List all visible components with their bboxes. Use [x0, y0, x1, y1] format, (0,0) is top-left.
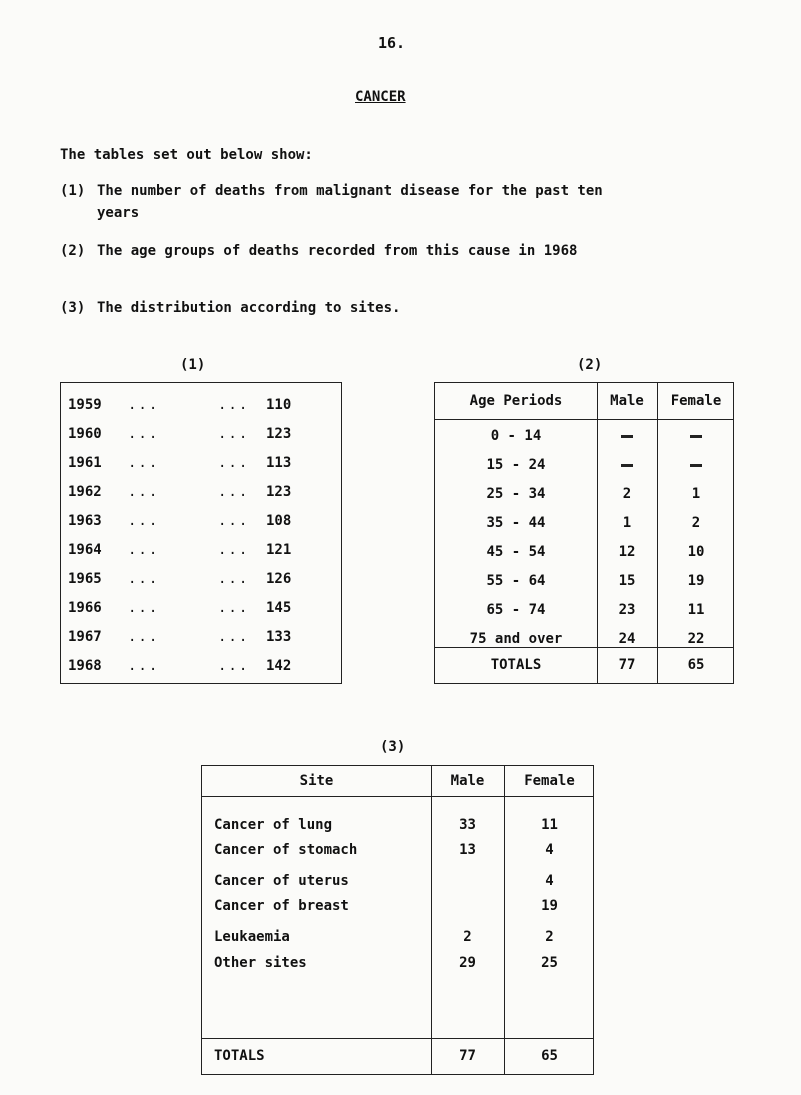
table1-row [68, 600, 328, 620]
table1-dots: ... [218, 600, 250, 616]
table1-dots: ... [128, 484, 160, 500]
table1-dots: ... [218, 658, 250, 674]
table1-dots: ... [218, 513, 250, 529]
table3-label: (3) [380, 739, 406, 755]
table3 [201, 765, 594, 1075]
table2-totals-label: TOTALS [490, 657, 542, 673]
table1-count: 110 [266, 397, 292, 413]
table1-dots: ... [128, 426, 160, 442]
table1-dots: ... [218, 571, 250, 587]
page-number: 16. [378, 34, 406, 52]
table2-female: 1 [691, 486, 701, 502]
table1-dots: ... [218, 455, 250, 471]
table1-count: 126 [266, 571, 292, 587]
table1-count: 123 [266, 484, 292, 500]
table2-age: 0 - 14 [490, 428, 542, 444]
table3-site: Cancer of uterus [214, 873, 349, 889]
table1-count: 113 [266, 455, 292, 471]
table2-age: 45 - 54 [486, 544, 546, 560]
table1-count: 145 [266, 600, 292, 616]
table2-female: 19 [687, 573, 705, 589]
table2-female: 10 [687, 544, 705, 560]
table2-header-age: Age Periods [469, 393, 563, 409]
table1-dots: ... [128, 542, 160, 558]
table2-age: 35 - 44 [486, 515, 546, 531]
item-number: (3) [60, 300, 86, 316]
table1-year: 1964 [68, 542, 102, 558]
table3-female: 11 [541, 817, 558, 833]
table2-age: 75 and over [469, 631, 563, 647]
table1-year: 1968 [68, 658, 102, 674]
dash-mark [621, 464, 633, 467]
table1-row [68, 513, 328, 533]
table1-dots: ... [128, 629, 160, 645]
table2-male: 23 [618, 602, 636, 618]
table3-totals-label: TOTALS [214, 1048, 265, 1064]
table1-count: 108 [266, 513, 292, 529]
item-text: The distribution according to sites. [97, 300, 401, 316]
table2-male [597, 428, 657, 444]
table3-female: 4 [545, 873, 554, 889]
item-text: The number of deaths from malignant disease for the past ten years [97, 183, 603, 221]
table3-female: 4 [545, 842, 554, 858]
table3-header-male: Male [450, 773, 485, 789]
table2-female: 22 [687, 631, 705, 647]
table3-site: Cancer of lung [214, 817, 333, 833]
table1-dots: ... [218, 629, 250, 645]
table2-header-female: Female [670, 393, 722, 409]
item-number: (1) [60, 183, 86, 199]
table1-row [68, 571, 328, 591]
table3-male: 29 [459, 955, 476, 971]
table3-female: 19 [541, 898, 558, 914]
table1-dots: ... [128, 455, 160, 471]
table1-row [68, 455, 328, 475]
table3-header-site: Site [299, 773, 334, 789]
table3-site: Cancer of stomach [214, 842, 358, 858]
dash-mark [690, 435, 702, 438]
table1-row [68, 629, 328, 649]
table3-site: Cancer of breast [214, 898, 349, 914]
intro-text: The tables set out below show: [60, 147, 313, 163]
table1-dots: ... [218, 542, 250, 558]
table1-year: 1960 [68, 426, 102, 442]
table2-male: 24 [618, 631, 636, 647]
table2-age: 55 - 64 [486, 573, 546, 589]
table2-female [657, 428, 735, 444]
table1-dots: ... [128, 571, 160, 587]
table3-site: Other sites [214, 955, 307, 971]
table1-year: 1962 [68, 484, 102, 500]
table1-dots: ... [128, 600, 160, 616]
table2-female: 2 [691, 515, 701, 531]
table1-row [68, 542, 328, 562]
table3-totals-male: 77 [459, 1048, 476, 1064]
table1-dots: ... [218, 397, 250, 413]
table2-male: 12 [618, 544, 636, 560]
table2-totals-male: 77 [618, 657, 636, 673]
table1-year: 1965 [68, 571, 102, 587]
table2-age: 65 - 74 [486, 602, 546, 618]
table3-female: 2 [545, 929, 554, 945]
table1-count: 133 [266, 629, 292, 645]
table2-male: 15 [618, 573, 636, 589]
table2-label: (2) [577, 357, 603, 373]
table2-male: 1 [622, 515, 632, 531]
table1-count: 121 [266, 542, 292, 558]
table2-age: 25 - 34 [486, 486, 546, 502]
table1-label: (1) [180, 357, 206, 373]
table2-male [597, 457, 657, 473]
table1-row [68, 658, 328, 678]
table3-site: Leukaemia [214, 929, 290, 945]
table1-row [68, 484, 328, 504]
table1-count: 123 [266, 426, 292, 442]
table2 [434, 382, 734, 684]
table1-dots: ... [128, 513, 160, 529]
table1-dots: ... [128, 397, 160, 413]
dash-mark [690, 464, 702, 467]
table1-row [68, 426, 328, 446]
table1-year: 1961 [68, 455, 102, 471]
table2-totals-female: 65 [687, 657, 705, 673]
dash-mark [621, 435, 633, 438]
table1-year: 1963 [68, 513, 102, 529]
table3-male: 33 [459, 817, 476, 833]
page-heading: CANCER [355, 89, 406, 105]
table2-male: 2 [622, 486, 632, 502]
table3-male: 2 [463, 929, 472, 945]
table1-year: 1966 [68, 600, 102, 616]
table2-female: 11 [687, 602, 705, 618]
table1-row [68, 397, 328, 417]
table1-count: 142 [266, 658, 292, 674]
table1-year: 1967 [68, 629, 102, 645]
table3-female: 25 [541, 955, 558, 971]
table1-year: 1959 [68, 397, 102, 413]
table2-female [657, 457, 735, 473]
table3-male: 13 [459, 842, 476, 858]
table3-header-female: Female [524, 773, 575, 789]
table2-header-male: Male [610, 393, 644, 409]
item-text: The age groups of deaths recorded from this cause in 1968 [97, 243, 578, 259]
table1-dots: ... [128, 658, 160, 674]
table1-dots: ... [218, 484, 250, 500]
table3-totals-female: 65 [541, 1048, 558, 1064]
table1-dots: ... [218, 426, 250, 442]
table2-age: 15 - 24 [486, 457, 546, 473]
item-number: (2) [60, 243, 86, 259]
